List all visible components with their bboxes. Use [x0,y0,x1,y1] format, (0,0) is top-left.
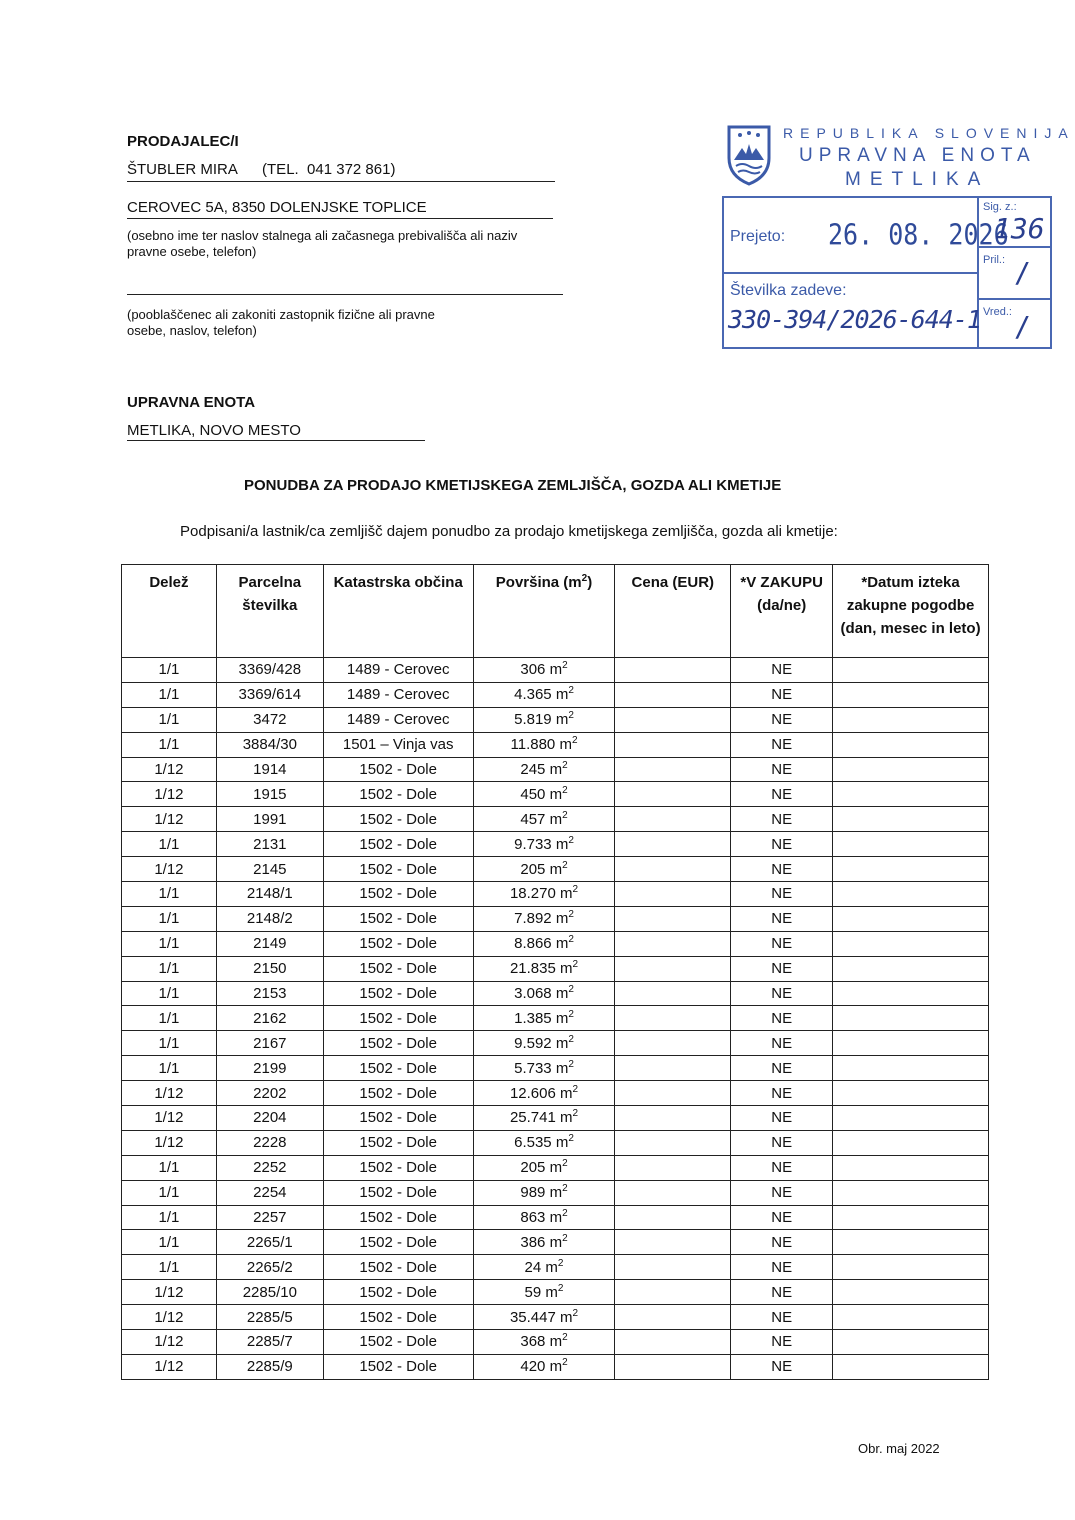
parcel-cell: 2285/10 [216,1280,323,1305]
share-cell: 1/1 [122,707,217,732]
received-stamp-box [722,196,1052,349]
lease-cell: NE [731,981,833,1006]
table-row [122,658,989,683]
lease-end-cell [833,1305,989,1330]
lease-cell: NE [731,1354,833,1379]
seller-note-2: (pooblaščenec ali zakoniti zastopnik fizične ali pravne osebe, naslov, telefon) [127,307,435,338]
share-cell: 1/1 [122,832,217,857]
lease-cell: NE [731,1081,833,1106]
area-cell: 863 $m^2$ [473,1205,615,1230]
area-cell: 1.385 $m^2$ [473,1006,615,1031]
table-row [122,1031,989,1056]
share-cell: 1/1 [122,931,217,956]
price-cell [615,682,731,707]
table-row [122,1130,989,1155]
lease-end-cell [833,1130,989,1155]
seller-address-line: CEROVEC 5A, 8350 DOLENJSKE TOPLICE [127,199,553,219]
share-cell: 1/1 [122,1230,217,1255]
cadastre-cell: 1502 - Dole [323,906,473,931]
price-cell [615,832,731,857]
stamp-line-3: METLIKA [845,169,990,190]
area-cell: 9.733 $m^2$ [473,832,615,857]
area-cell: 4.365 $m^2$ [473,682,615,707]
lease-end-cell [833,707,989,732]
table-row [122,832,989,857]
lease-cell: NE [731,757,833,782]
lease-cell: NE [731,857,833,882]
lease-end-cell [833,1354,989,1379]
lease-end-cell [833,732,989,757]
area-cell: 5.819 $m^2$ [473,707,615,732]
lease-end-cell [833,1006,989,1031]
cadastre-cell: 1502 - Dole [323,1205,473,1230]
price-cell [615,782,731,807]
parcel-cell: 3369/428 [216,658,323,683]
parcel-cell: 2265/2 [216,1255,323,1280]
price-cell [615,1305,731,1330]
price-cell [615,1031,731,1056]
header-area: Površina $(m^2)$ [473,565,615,658]
area-cell: 24 $m^2$ [473,1255,615,1280]
lease-cell: NE [731,658,833,683]
table-row [122,707,989,732]
area-cell: 21.835 $m^2$ [473,956,615,981]
lease-end-cell [833,1330,989,1355]
area-cell: 368 $m^2$ [473,1330,615,1355]
share-cell: 1/12 [122,1130,217,1155]
share-cell: 1/12 [122,857,217,882]
lease-end-cell [833,1280,989,1305]
lease-end-cell [833,1205,989,1230]
share-cell: 1/1 [122,732,217,757]
table-row [122,782,989,807]
lease-cell: NE [731,1155,833,1180]
cadastre-cell: 1502 - Dole [323,1006,473,1031]
header-cadastre: Katastrska občina [323,565,473,658]
lease-cell: NE [731,1056,833,1081]
price-cell [615,1081,731,1106]
table-row [122,1056,989,1081]
sig-label: Sig. z.: [983,201,1017,213]
cadastre-cell: 1502 - Dole [323,1031,473,1056]
share-cell: 1/1 [122,956,217,981]
cadastre-cell: 1502 - Dole [323,931,473,956]
lease-end-cell [833,1081,989,1106]
parcel-cell: 1991 [216,807,323,832]
parcel-cell: 2153 [216,981,323,1006]
table-row [122,1155,989,1180]
parcel-cell: 2285/5 [216,1305,323,1330]
lease-end-cell [833,882,989,907]
lease-cell: NE [731,1130,833,1155]
table-row [122,981,989,1006]
table-row [122,1280,989,1305]
table-row [122,1180,989,1205]
lease-cell: NE [731,1330,833,1355]
table-row [122,1006,989,1031]
share-cell: 1/1 [122,1031,217,1056]
seller-note-1: (osebno ime ter naslov stalnega ali začasnega prebivališča ali naziv pravne osebe, telefon) [127,228,518,259]
lease-cell: NE [731,782,833,807]
table-row [122,1106,989,1131]
lease-cell: NE [731,1280,833,1305]
parcels-table [121,564,989,1380]
lease-cell: NE [731,832,833,857]
price-cell [615,1330,731,1355]
price-cell [615,732,731,757]
share-cell: 1/1 [122,882,217,907]
cadastre-cell: 1489 - Cerovec [323,658,473,683]
lease-end-cell [833,1180,989,1205]
share-cell: 1/1 [122,682,217,707]
seller-name-line: ŠTUBLER MIRA (TEL. 041 372 861) [127,161,555,182]
table-row [122,1205,989,1230]
cadastre-cell: 1502 - Dole [323,882,473,907]
document-title: PONUDBA ZA PRODAJO KMETIJSKEGA ZEMLJIŠČA, GOZDA ALI KMETIJE [244,477,782,494]
share-cell: 1/1 [122,906,217,931]
lease-end-cell [833,1106,989,1131]
case-label: Številka zadeve: [730,282,847,299]
header-lease: *V ZAKUPU (da/ne) [731,565,833,658]
area-cell: 450 $m^2$ [473,782,615,807]
table-row [122,931,989,956]
cadastre-cell: 1502 - Dole [323,1180,473,1205]
cadastre-cell: 1502 - Dole [323,782,473,807]
area-cell: 18.270 $m^2$ [473,882,615,907]
table-row [122,956,989,981]
price-cell [615,931,731,956]
header-share: Delež [122,565,217,658]
parcel-cell: 2285/9 [216,1354,323,1379]
area-cell: 205 $m^2$ [473,1155,615,1180]
sig-value: 136 [994,212,1045,245]
coat-of-arms-icon [726,124,772,186]
lease-cell: NE [731,882,833,907]
lease-end-cell [833,658,989,683]
price-cell [615,658,731,683]
area-cell: 9.592 $m^2$ [473,1031,615,1056]
vred-value: / [1014,310,1031,343]
share-cell: 1/1 [122,1205,217,1230]
price-cell [615,1130,731,1155]
header-lease-end: *Datum izteka zakupne pogodbe (dan, mesec in leto) [833,565,989,658]
parcel-cell: 2167 [216,1031,323,1056]
lease-end-cell [833,1255,989,1280]
parcel-cell: 2257 [216,1205,323,1230]
cadastre-cell: 1502 - Dole [323,1130,473,1155]
cadastre-cell: 1502 - Dole [323,981,473,1006]
lease-end-cell [833,682,989,707]
share-cell: 1/12 [122,757,217,782]
lease-cell: NE [731,1305,833,1330]
parcel-cell: 2148/2 [216,906,323,931]
area-cell: 5.733 $m^2$ [473,1056,615,1081]
area-cell: 11.880 $m^2$ [473,732,615,757]
cadastre-cell: 1501 – Vinja vas [323,732,473,757]
lease-end-cell [833,906,989,931]
price-cell [615,807,731,832]
pril-value: / [1014,256,1031,289]
lease-end-cell [833,857,989,882]
parcel-cell: 1915 [216,782,323,807]
stamp-line-2: UPRAVNA ENOTA [799,145,1036,166]
price-cell [615,1155,731,1180]
price-cell [615,1230,731,1255]
share-cell: 1/12 [122,1305,217,1330]
cadastre-cell: 1502 - Dole [323,956,473,981]
form-footer: Obr. maj 2022 [858,1441,940,1456]
parcel-cell: 3884/30 [216,732,323,757]
lease-cell: NE [731,906,833,931]
table-row [122,906,989,931]
cadastre-cell: 1502 - Dole [323,1354,473,1379]
parcel-cell: 2145 [216,857,323,882]
parcel-cell: 2202 [216,1081,323,1106]
received-label: Prejeto: [730,228,786,245]
header-parcel: Parcelna številka [216,565,323,658]
cadastre-cell: 1502 - Dole [323,757,473,782]
area-cell: 35.447 $m^2$ [473,1305,615,1330]
stamp-line-1: REPUBLIKA SLOVENIJA [783,125,1075,141]
parcel-cell: 2285/7 [216,1330,323,1355]
lease-cell: NE [731,1255,833,1280]
lease-cell: NE [731,732,833,757]
lease-end-cell [833,931,989,956]
parcel-cell: 2265/1 [216,1230,323,1255]
received-date: 26. 08. 2026 [828,217,1009,252]
cadastre-cell: 1502 - Dole [323,1230,473,1255]
price-cell [615,857,731,882]
parcel-cell: 2162 [216,1006,323,1031]
parcel-cell: 2131 [216,832,323,857]
share-cell: 1/12 [122,1280,217,1305]
cadastre-cell: 1502 - Dole [323,1330,473,1355]
cadastre-cell: 1489 - Cerovec [323,707,473,732]
header-price: Cena (EUR) [615,565,731,658]
share-cell: 1/12 [122,782,217,807]
cadastre-cell: 1502 - Dole [323,1305,473,1330]
share-cell: 1/1 [122,1155,217,1180]
area-cell: 3.068 $m^2$ [473,981,615,1006]
area-cell: 989 $m^2$ [473,1180,615,1205]
price-cell [615,757,731,782]
cadastre-cell: 1502 - Dole [323,1081,473,1106]
table-row [122,882,989,907]
price-cell [615,1180,731,1205]
price-cell [615,1280,731,1305]
cadastre-cell: 1502 - Dole [323,1255,473,1280]
table-row [122,1330,989,1355]
office-value: METLIKA, NOVO MESTO [127,422,425,441]
parcel-cell: 2204 [216,1106,323,1131]
price-cell [615,1205,731,1230]
lease-end-cell [833,807,989,832]
cadastre-cell: 1502 - Dole [323,857,473,882]
parcel-cell: 2199 [216,1056,323,1081]
lease-end-cell [833,981,989,1006]
share-cell: 1/12 [122,1106,217,1131]
lease-cell: NE [731,1006,833,1031]
lease-cell: NE [731,1106,833,1131]
cadastre-cell: 1502 - Dole [323,1280,473,1305]
lease-end-cell [833,832,989,857]
case-value: 330-394/2026-644-1 [728,305,981,334]
lease-cell: NE [731,1031,833,1056]
table-row [122,1230,989,1255]
lease-cell: NE [731,1205,833,1230]
lease-cell: NE [731,1230,833,1255]
price-cell [615,981,731,1006]
cadastre-cell: 1502 - Dole [323,832,473,857]
price-cell [615,1056,731,1081]
share-cell: 1/1 [122,658,217,683]
lease-end-cell [833,1056,989,1081]
lease-cell: NE [731,931,833,956]
cadastre-cell: 1502 - Dole [323,1155,473,1180]
area-cell: 457 $m^2$ [473,807,615,832]
lease-cell: NE [731,956,833,981]
parcel-cell: 3369/614 [216,682,323,707]
share-cell: 1/1 [122,981,217,1006]
table-row [122,1081,989,1106]
representative-line [127,294,563,295]
lease-end-cell [833,1230,989,1255]
table-row [122,757,989,782]
table-header-row [122,565,989,658]
price-cell [615,707,731,732]
area-cell: 205 $m^2$ [473,857,615,882]
parcel-cell: 3472 [216,707,323,732]
cadastre-cell: 1502 - Dole [323,807,473,832]
parcel-cell: 2228 [216,1130,323,1155]
pril-label: Pril.: [983,254,1005,266]
table-row [122,857,989,882]
area-cell: 25.741 $m^2$ [473,1106,615,1131]
lease-end-cell [833,782,989,807]
lease-end-cell [833,1031,989,1056]
parcel-cell: 2150 [216,956,323,981]
table-row [122,1354,989,1379]
lease-end-cell [833,956,989,981]
vred-label: Vred.: [983,306,1012,318]
area-cell: 420 $m^2$ [473,1354,615,1379]
parcel-cell: 2148/1 [216,882,323,907]
area-cell: 59 $m^2$ [473,1280,615,1305]
table-row [122,1305,989,1330]
price-cell [615,1255,731,1280]
area-cell: 12.606 $m^2$ [473,1081,615,1106]
parcel-cell: 2252 [216,1155,323,1180]
office-heading: UPRAVNA ENOTA [127,394,256,411]
table-row [122,1255,989,1280]
price-cell [615,882,731,907]
lease-cell: NE [731,1180,833,1205]
area-cell: 386 $m^2$ [473,1230,615,1255]
area-cell: 7.892 $m^2$ [473,906,615,931]
parcel-cell: 2149 [216,931,323,956]
share-cell: 1/12 [122,1354,217,1379]
parcel-cell: 2254 [216,1180,323,1205]
area-cell: 306 $m^2$ [473,658,615,683]
parcel-cell: 1914 [216,757,323,782]
price-cell [615,906,731,931]
share-cell: 1/1 [122,1006,217,1031]
cadastre-cell: 1502 - Dole [323,1056,473,1081]
share-cell: 1/12 [122,807,217,832]
lease-end-cell [833,757,989,782]
document-intro: Podpisani/a lastnik/ca zemljišč dajem ponudbo za prodajo kmetijskega zemljišča, gozda ali kmetije: [180,523,838,540]
share-cell: 1/1 [122,1056,217,1081]
share-cell: 1/1 [122,1180,217,1205]
area-cell: 6.535 $m^2$ [473,1130,615,1155]
table-row [122,732,989,757]
cadastre-cell: 1502 - Dole [323,1106,473,1131]
table-row [122,682,989,707]
share-cell: 1/12 [122,1330,217,1355]
lease-cell: NE [731,707,833,732]
price-cell [615,1006,731,1031]
area-cell: 245 $m^2$ [473,757,615,782]
area-cell: 8.866 $m^2$ [473,931,615,956]
lease-cell: NE [731,682,833,707]
table-row [122,807,989,832]
price-cell [615,1354,731,1379]
price-cell [615,1106,731,1131]
lease-cell: NE [731,807,833,832]
cadastre-cell: 1489 - Cerovec [323,682,473,707]
share-cell: 1/12 [122,1081,217,1106]
price-cell [615,956,731,981]
lease-end-cell [833,1155,989,1180]
share-cell: 1/1 [122,1255,217,1280]
seller-heading: PRODAJALEC/I [127,133,239,150]
